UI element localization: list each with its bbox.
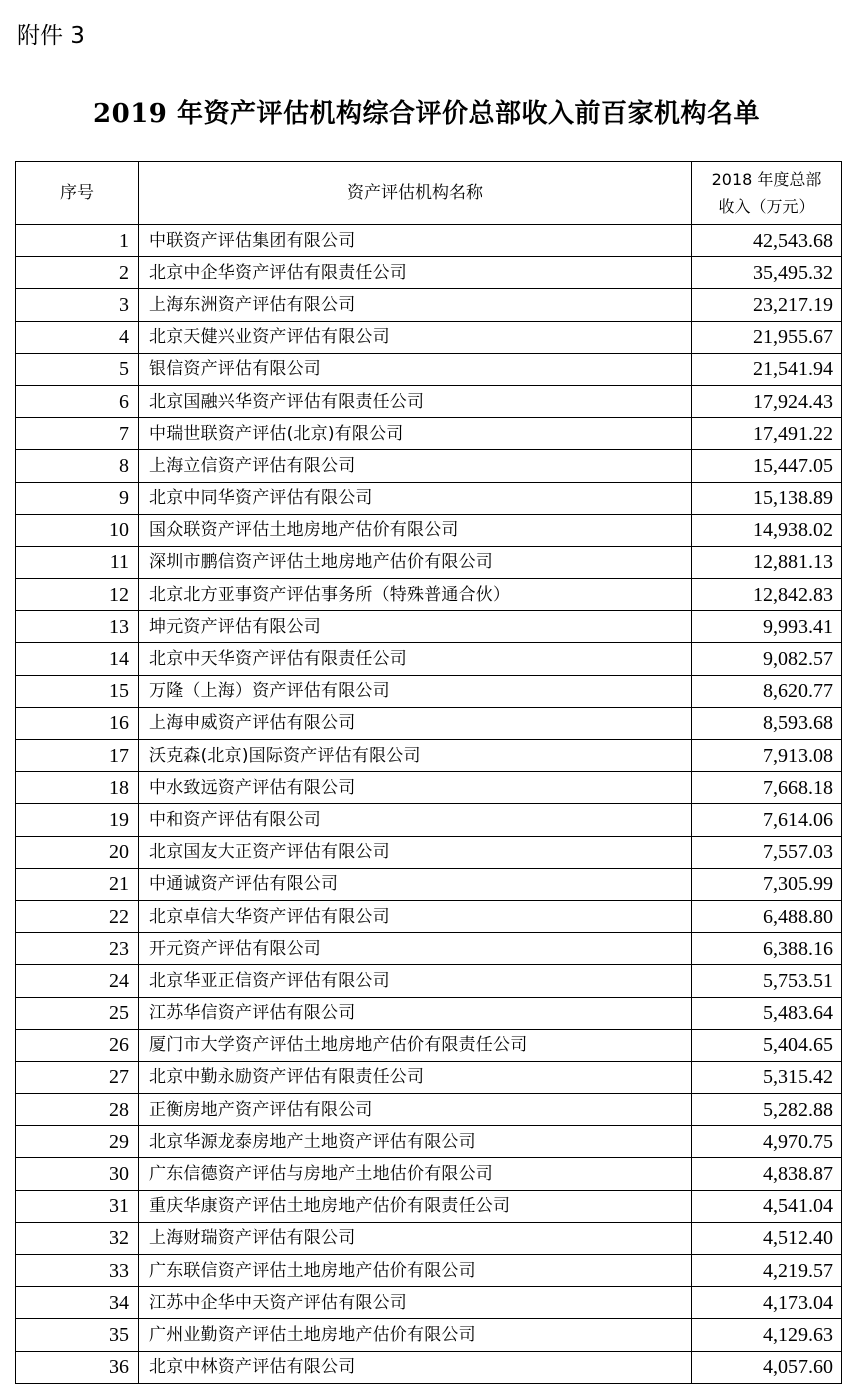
revenue-value: 7,305.99 bbox=[692, 868, 842, 900]
revenue-value: 9,993.41 bbox=[692, 611, 842, 643]
table-row bbox=[16, 1061, 842, 1093]
table-row bbox=[16, 1255, 842, 1287]
revenue-value: 4,057.60 bbox=[692, 1351, 842, 1383]
agency-name: 中和资产评估有限公司 bbox=[139, 804, 692, 836]
revenue-value: 7,614.06 bbox=[692, 804, 842, 836]
row-number: 15 bbox=[16, 675, 139, 707]
row-number: 35 bbox=[16, 1319, 139, 1351]
row-number: 20 bbox=[16, 836, 139, 868]
row-number: 16 bbox=[16, 707, 139, 739]
agency-name: 中水致远资产评估有限公司 bbox=[139, 772, 692, 804]
revenue-value: 12,881.13 bbox=[692, 546, 842, 578]
row-number: 6 bbox=[16, 385, 139, 417]
agency-name: 北京北方亚事资产评估事务所（特殊普通合伙） bbox=[139, 579, 692, 611]
row-number: 32 bbox=[16, 1222, 139, 1254]
agency-name: 北京国融兴华资产评估有限责任公司 bbox=[139, 385, 692, 417]
attachment-label: 附件 3 bbox=[17, 23, 85, 49]
revenue-value: 17,491.22 bbox=[692, 418, 842, 450]
revenue-value: 7,557.03 bbox=[692, 836, 842, 868]
header-revenue bbox=[692, 162, 842, 225]
revenue-value: 5,282.88 bbox=[692, 1094, 842, 1126]
revenue-value: 5,404.65 bbox=[692, 1029, 842, 1061]
revenue-value: 9,082.57 bbox=[692, 643, 842, 675]
agency-name: 万隆（上海）资产评估有限公司 bbox=[139, 675, 692, 707]
row-number: 19 bbox=[16, 804, 139, 836]
table-row bbox=[16, 707, 842, 739]
row-number: 27 bbox=[16, 1061, 139, 1093]
agency-name: 中瑞世联资产评估(北京)有限公司 bbox=[139, 418, 692, 450]
agency-name: 厦门市大学资产评估土地房地产估价有限责任公司 bbox=[139, 1029, 692, 1061]
table-row bbox=[16, 482, 842, 514]
agency-name: 上海财瑞资产评估有限公司 bbox=[139, 1222, 692, 1254]
header-revenue-line2: 收入（万元） bbox=[718, 197, 815, 216]
document-title: 2019 年资产评估机构综合评价总部收入前百家机构名单 bbox=[93, 99, 760, 129]
revenue-value: 4,970.75 bbox=[692, 1126, 842, 1158]
row-number: 21 bbox=[16, 868, 139, 900]
agency-name: 北京中林资产评估有限公司 bbox=[139, 1351, 692, 1383]
table-row bbox=[16, 643, 842, 675]
revenue-value: 8,620.77 bbox=[692, 675, 842, 707]
row-number: 12 bbox=[16, 579, 139, 611]
agency-name: 北京中天华资产评估有限责任公司 bbox=[139, 643, 692, 675]
row-number: 13 bbox=[16, 611, 139, 643]
table-row bbox=[16, 1287, 842, 1319]
agency-name: 广州业勤资产评估土地房地产估价有限公司 bbox=[139, 1319, 692, 1351]
revenue-value: 17,924.43 bbox=[692, 385, 842, 417]
table-row bbox=[16, 1029, 842, 1061]
table-row bbox=[16, 450, 842, 482]
agency-name: 江苏华信资产评估有限公司 bbox=[139, 997, 692, 1029]
row-number: 24 bbox=[16, 965, 139, 997]
revenue-value: 7,913.08 bbox=[692, 740, 842, 772]
agency-name: 上海立信资产评估有限公司 bbox=[139, 450, 692, 482]
revenue-value: 4,541.04 bbox=[692, 1190, 842, 1222]
agency-name: 北京国友大正资产评估有限公司 bbox=[139, 836, 692, 868]
revenue-value: 42,543.68 bbox=[692, 225, 842, 257]
revenue-value: 8,593.68 bbox=[692, 707, 842, 739]
table-row bbox=[16, 997, 842, 1029]
table-header-row bbox=[16, 162, 842, 225]
agency-name: 上海东洲资产评估有限公司 bbox=[139, 289, 692, 321]
table-row bbox=[16, 289, 842, 321]
row-number: 7 bbox=[16, 418, 139, 450]
agency-name: 重庆华康资产评估土地房地产估价有限责任公司 bbox=[139, 1190, 692, 1222]
revenue-value: 4,219.57 bbox=[692, 1255, 842, 1287]
agency-name: 北京华源龙泰房地产土地资产评估有限公司 bbox=[139, 1126, 692, 1158]
header-no: 序号 bbox=[16, 162, 139, 225]
row-number: 30 bbox=[16, 1158, 139, 1190]
revenue-value: 21,541.94 bbox=[692, 353, 842, 385]
revenue-value: 21,955.67 bbox=[692, 321, 842, 353]
revenue-value: 14,938.02 bbox=[692, 514, 842, 546]
revenue-value: 12,842.83 bbox=[692, 579, 842, 611]
table-row bbox=[16, 900, 842, 932]
row-number: 36 bbox=[16, 1351, 139, 1383]
agency-name: 国众联资产评估土地房地产估价有限公司 bbox=[139, 514, 692, 546]
agency-name: 广东联信资产评估土地房地产估价有限公司 bbox=[139, 1255, 692, 1287]
agency-name: 银信资产评估有限公司 bbox=[139, 353, 692, 385]
row-number: 22 bbox=[16, 900, 139, 932]
row-number: 17 bbox=[16, 740, 139, 772]
table-row bbox=[16, 1094, 842, 1126]
agency-name: 中联资产评估集团有限公司 bbox=[139, 225, 692, 257]
table-row bbox=[16, 1222, 842, 1254]
table-row bbox=[16, 836, 842, 868]
agency-name: 北京中勤永励资产评估有限责任公司 bbox=[139, 1061, 692, 1093]
revenue-value: 4,512.40 bbox=[692, 1222, 842, 1254]
table-row bbox=[16, 675, 842, 707]
table-row bbox=[16, 1158, 842, 1190]
agency-name: 北京卓信大华资产评估有限公司 bbox=[139, 900, 692, 932]
agency-name: 开元资产评估有限公司 bbox=[139, 933, 692, 965]
row-number: 2 bbox=[16, 257, 139, 289]
table-row bbox=[16, 257, 842, 289]
agency-name: 正衡房地产资产评估有限公司 bbox=[139, 1094, 692, 1126]
row-number: 18 bbox=[16, 772, 139, 804]
agency-name: 北京中同华资产评估有限公司 bbox=[139, 482, 692, 514]
agency-name: 坤元资产评估有限公司 bbox=[139, 611, 692, 643]
table-row bbox=[16, 1126, 842, 1158]
row-number: 25 bbox=[16, 997, 139, 1029]
table-row bbox=[16, 385, 842, 417]
revenue-value: 4,129.63 bbox=[692, 1319, 842, 1351]
revenue-value: 7,668.18 bbox=[692, 772, 842, 804]
revenue-value: 5,315.42 bbox=[692, 1061, 842, 1093]
table-row bbox=[16, 1319, 842, 1351]
ranking-table bbox=[15, 161, 842, 1384]
row-number: 10 bbox=[16, 514, 139, 546]
revenue-value: 15,447.05 bbox=[692, 450, 842, 482]
row-number: 26 bbox=[16, 1029, 139, 1061]
row-number: 14 bbox=[16, 643, 139, 675]
agency-name: 北京中企华资产评估有限责任公司 bbox=[139, 257, 692, 289]
revenue-value: 4,173.04 bbox=[692, 1287, 842, 1319]
revenue-value: 6,488.80 bbox=[692, 900, 842, 932]
revenue-value: 23,217.19 bbox=[692, 289, 842, 321]
table-row bbox=[16, 225, 842, 257]
agency-name: 中通诚资产评估有限公司 bbox=[139, 868, 692, 900]
row-number: 28 bbox=[16, 1094, 139, 1126]
row-number: 23 bbox=[16, 933, 139, 965]
row-number: 34 bbox=[16, 1287, 139, 1319]
revenue-value: 4,838.87 bbox=[692, 1158, 842, 1190]
table-row bbox=[16, 933, 842, 965]
table-row bbox=[16, 868, 842, 900]
table-row bbox=[16, 965, 842, 997]
table-row bbox=[16, 804, 842, 836]
table-row bbox=[16, 740, 842, 772]
revenue-value: 6,388.16 bbox=[692, 933, 842, 965]
row-number: 3 bbox=[16, 289, 139, 321]
table-row bbox=[16, 1351, 842, 1383]
agency-name: 江苏中企华中天资产评估有限公司 bbox=[139, 1287, 692, 1319]
agency-name: 广东信德资产评估与房地产土地估价有限公司 bbox=[139, 1158, 692, 1190]
row-number: 5 bbox=[16, 353, 139, 385]
row-number: 4 bbox=[16, 321, 139, 353]
agency-name: 深圳市鹏信资产评估土地房地产估价有限公司 bbox=[139, 546, 692, 578]
row-number: 29 bbox=[16, 1126, 139, 1158]
agency-name: 沃克森(北京)国际资产评估有限公司 bbox=[139, 740, 692, 772]
agency-name: 上海申威资产评估有限公司 bbox=[139, 707, 692, 739]
revenue-value: 35,495.32 bbox=[692, 257, 842, 289]
table-row bbox=[16, 772, 842, 804]
table-row bbox=[16, 353, 842, 385]
row-number: 9 bbox=[16, 482, 139, 514]
table-row bbox=[16, 611, 842, 643]
header-name: 资产评估机构名称 bbox=[139, 162, 692, 225]
row-number: 33 bbox=[16, 1255, 139, 1287]
revenue-value: 5,753.51 bbox=[692, 965, 842, 997]
table-row bbox=[16, 579, 842, 611]
revenue-value: 15,138.89 bbox=[692, 482, 842, 514]
row-number: 31 bbox=[16, 1190, 139, 1222]
agency-name: 北京天健兴业资产评估有限公司 bbox=[139, 321, 692, 353]
row-number: 11 bbox=[16, 546, 139, 578]
table-row bbox=[16, 546, 842, 578]
row-number: 8 bbox=[16, 450, 139, 482]
revenue-value: 5,483.64 bbox=[692, 997, 842, 1029]
table-row bbox=[16, 1190, 842, 1222]
header-revenue-line1: 2018 年度总部 bbox=[711, 170, 822, 189]
table-row bbox=[16, 321, 842, 353]
table-row bbox=[16, 514, 842, 546]
table-row bbox=[16, 418, 842, 450]
agency-name: 北京华亚正信资产评估有限公司 bbox=[139, 965, 692, 997]
row-number: 1 bbox=[16, 225, 139, 257]
